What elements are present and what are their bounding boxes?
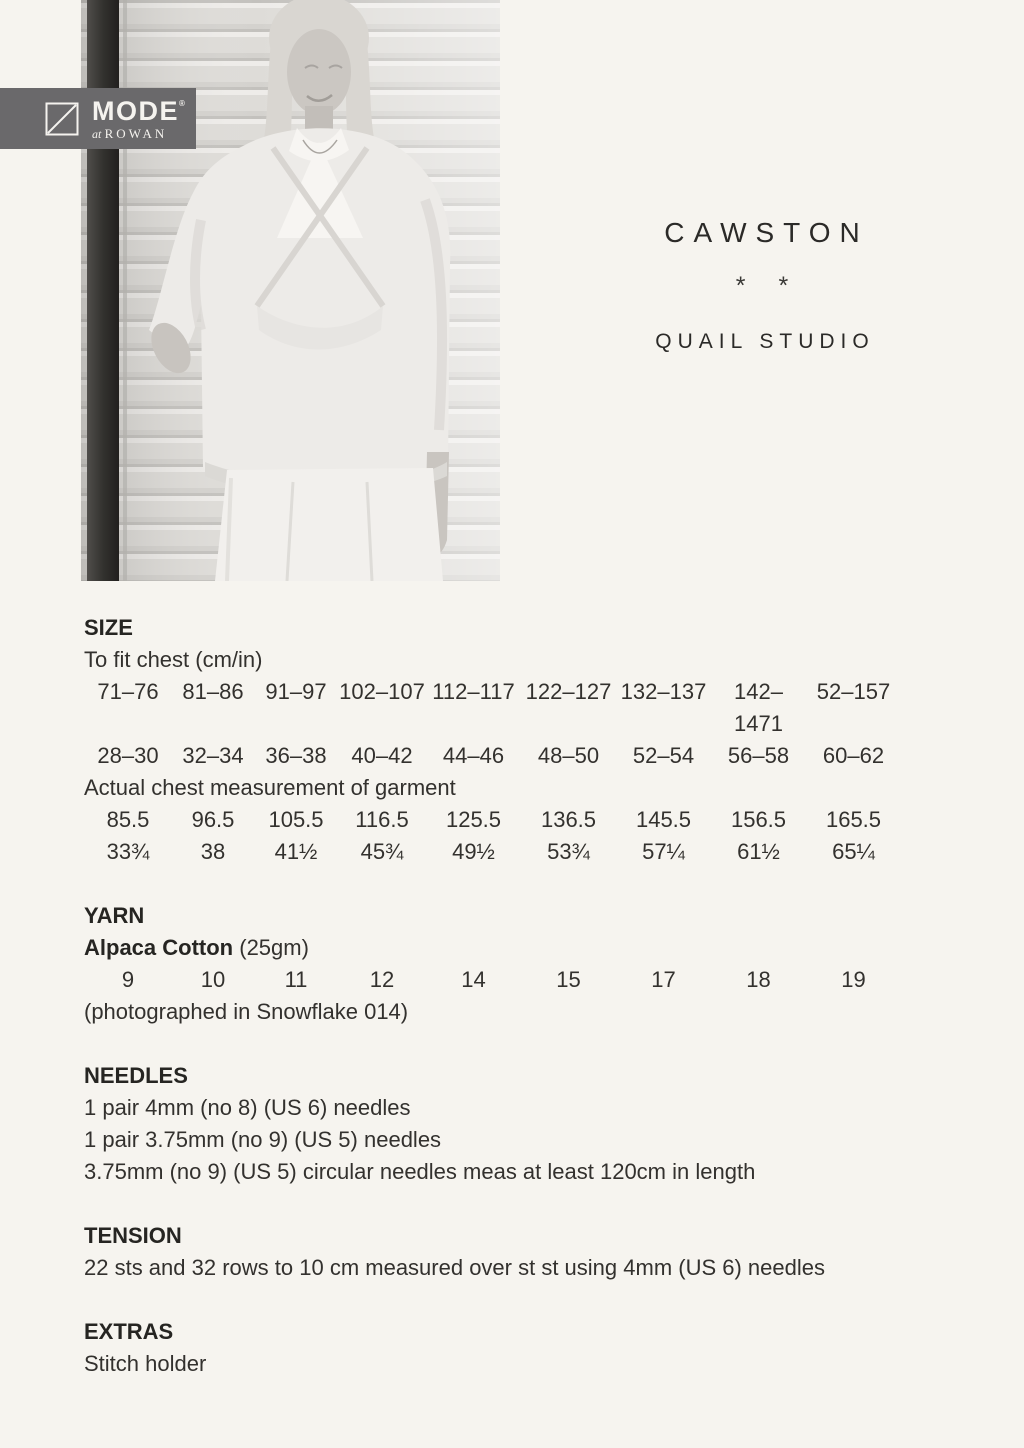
registered-mark: ® [179, 98, 185, 108]
yarn-quantity-cell: 11 [284, 967, 308, 992]
size-cell-cm: 71–76 [97, 679, 159, 704]
yarn-quantity-cell: 12 [369, 967, 395, 992]
actual-cell-cm: 136.5 [540, 807, 597, 832]
actual-cell-in: 65¼ [832, 839, 875, 864]
size-cell-cm: 132–137 [620, 679, 707, 704]
actual-cell-cm: 85.5 [106, 807, 150, 832]
yarn-quantity-cell: 17 [651, 967, 676, 992]
logo-brand-name: MODE® [92, 95, 185, 126]
yarn-quantity-cell: 15 [556, 967, 581, 992]
logo-square-diagonal-icon [45, 102, 79, 136]
extras-text: Stitch holder [84, 1351, 207, 1376]
actual-cell-cm: 105.5 [268, 807, 324, 832]
size-cell-in: 48–50 [537, 743, 600, 768]
needles-lines [84, 1092, 944, 1188]
yarn-name: Alpaca Cotton [84, 935, 234, 960]
logo-wordmark [92, 95, 185, 141]
size-cell-in: 36–38 [265, 743, 327, 768]
yarn-quantity-cell: 18 [746, 967, 771, 992]
tension-text: 22 sts and 32 rows to 10 cm measured over st st using 4mm (US 6) needles [84, 1255, 825, 1280]
actual-cell-in: 33¾ [106, 839, 150, 864]
yarn-photographed-note: (photographed in Snowflake 014) [84, 999, 409, 1024]
actual-cell-cm: 165.5 [825, 807, 882, 832]
actual-cell-in: 53¾ [547, 839, 590, 864]
size-cell-cm: 122–127 [525, 679, 612, 704]
actual-cell-in: 41½ [274, 839, 318, 864]
yarn-quantities-row [84, 964, 901, 996]
size-cell-cm: 112–117 [432, 679, 515, 704]
size-cell-in: 40–42 [351, 743, 413, 768]
size-cell-cm: 91–97 [265, 679, 327, 704]
needles-line: 1 pair 4mm (no 8) (US 6) needles [84, 1095, 411, 1120]
size-cell-in: 44–46 [442, 743, 505, 768]
size-row-actual-in [84, 836, 901, 868]
extras-heading: EXTRAS [84, 1319, 174, 1344]
size-cell-cm: 102–107 [339, 679, 425, 704]
size-cell-cm: 52–157 [816, 679, 891, 704]
size-cell-in: 52–54 [632, 743, 695, 768]
actual-cell-in: 57¼ [642, 839, 685, 864]
actual-cell-cm: 116.5 [355, 807, 409, 832]
actual-cell-cm: 125.5 [445, 807, 502, 832]
actual-cell-in: 45¾ [360, 839, 404, 864]
needles-line: 3.75mm (no 9) (US 5) circular needles meas at least 120cm in length [84, 1159, 756, 1184]
actual-cell-cm: 96.5 [191, 807, 235, 832]
yarn-quantity-cell: 9 [121, 967, 135, 992]
logo-sub-brand: at ROWAN [92, 125, 168, 141]
size-cell-in: 28–30 [97, 743, 159, 768]
size-cell-cm: 81–86 [182, 679, 244, 704]
needles-heading: NEEDLES [84, 1063, 188, 1088]
yarn-line [84, 932, 944, 964]
fit-chest-label: To fit chest (cm/in) [84, 647, 263, 672]
mode-at-rowan-logo-badge [0, 88, 196, 149]
tension-heading: TENSION [84, 1223, 182, 1248]
actual-cell-in: 61½ [737, 839, 780, 864]
yarn-heading: YARN [84, 903, 145, 928]
actual-cell-in: 38 [200, 839, 226, 864]
yarn-weight: (25gm) [233, 935, 309, 960]
size-cell-in: 56–58 [727, 743, 790, 768]
yarn-quantity-cell: 14 [461, 967, 486, 992]
size-row-actual-cm [84, 804, 901, 836]
actual-cell-cm: 156.5 [730, 807, 787, 832]
size-cell-cm: 142–1471 [734, 679, 783, 736]
pattern-header [590, 217, 934, 354]
yarn-quantity-cell: 19 [841, 967, 866, 992]
size-row-fit-in [84, 740, 901, 772]
size-row-fit-cm [84, 676, 901, 740]
difficulty-rating: * * [735, 272, 802, 300]
needles-line: 1 pair 3.75mm (no 9) (US 5) needles [84, 1127, 442, 1152]
actual-cell-cm: 145.5 [635, 807, 692, 832]
actual-cell-in: 49½ [452, 839, 495, 864]
designer-name: QUAIL STUDIO [655, 330, 875, 353]
actual-chest-label: Actual chest measurement of garment [84, 775, 456, 800]
size-cell-in: 60–62 [822, 743, 885, 768]
size-heading: SIZE [84, 615, 133, 640]
yarn-quantity-cell: 10 [200, 967, 226, 992]
size-cell-in: 32–34 [182, 743, 244, 768]
pattern-title: CAWSTON [664, 217, 869, 248]
pattern-details [84, 612, 944, 1380]
